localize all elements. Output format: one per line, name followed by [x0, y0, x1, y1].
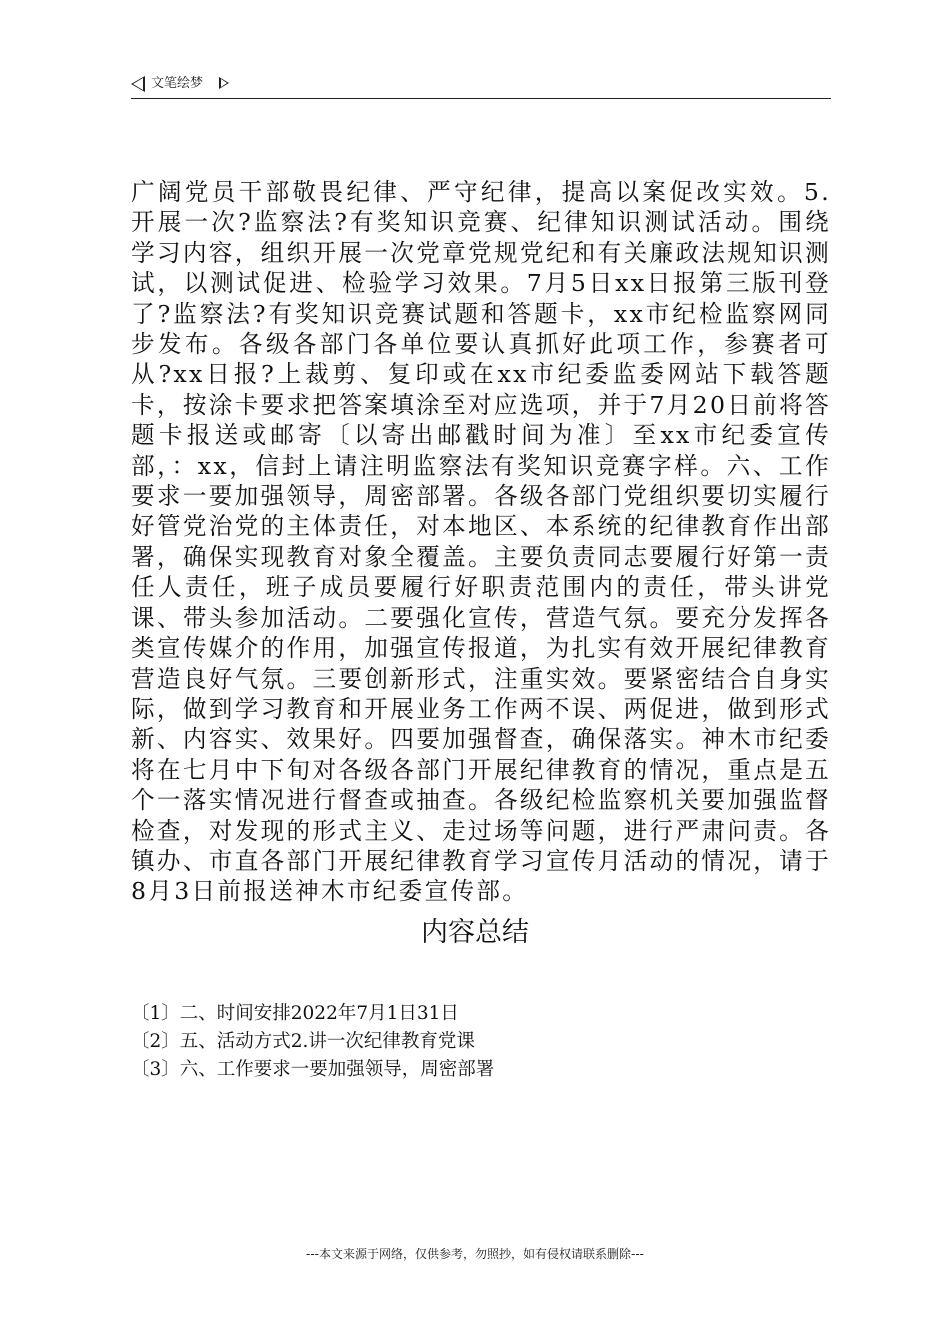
page-footer: ---本文来源于网络，仅供参考，勿照抄，如有侵权请联系删除--- — [306, 1247, 644, 1261]
summary-item: 〔3〕六、工作要求一要加强领导，周密部署 — [131, 1059, 495, 1080]
right-triangle-icon — [219, 77, 229, 89]
header-title: 文笔绘梦 — [151, 76, 204, 91]
summary-list — [131, 1000, 494, 1084]
summary-item: 〔2〕五、活动方式2.讲一次纪律教育党课 — [131, 1031, 475, 1052]
summary-item: 〔1〕二、时间安排2022年7月1日31日 — [131, 1003, 459, 1024]
page-header — [131, 74, 831, 99]
summary-title: 内容总结 — [421, 917, 529, 948]
body-paragraph: 广阔党员干部敬畏纪律、严守纪律，提高以案促改实效。5.开展一次?监察法?有奖知识竞赛、纪律知识测试活动。围绕学习内容，组织开展一次党章党规党纪和有关廉政法规知识测试，以测试促进、检验学习效果。7月5日xx日报第三版刊登了?监察法?有奖知识竞赛试题和答题卡，xx市纪检监察网同步发布。各级各部门各单位要认真抓好此项工作，参赛者可从?xx日报?上裁剪、复印或在xx市纪委监委网站下载答题卡，按涂卡要求把答案填涂至对应选项，并于7月20日前将答题卡报送或邮寄〔以寄出邮戳时间为准〕至xx市纪委宣传部，：xx，信封上请注明监察法有奖知识竞赛字样。六、工作要求一要加强领导，周密部署。各级各部门党组织要切实履行好管党治党的主体责任，对本地区、本系统的纪律教育作出部署，确保实现教育对象全覆盖。主要负责同志要履行好第一责任人责任，班子成员要履行好职责范围内的责任，带头讲党课、带头参加活动。二要强化宣传，营造气氛。要充分发挥各类宣传媒介的作用，加强宣传报道，为扎实有效开展纪律教育营造良好气氛。三要创新形式，注重实效。要紧密结合自身实际，做到学习教育和开展业务工作两不误、两促进，做到形式新、内容实、效果好。四要加强督查，确保落实。神木市纪委将在七月中下旬对各级各部门开展纪律教育的情况，重点是五个一落实情况进行督查或抽查。各级纪检监察机关要加强监督检查，对发现的形式主义、走过场等问题，进行严肃问责。各镇办、市直各部门开展纪律教育学习宣传月活动的情况，请于8月3日前报送神木市纪委宣传部。 — [131, 178, 831, 906]
left-triangle-icon — [131, 76, 145, 92]
